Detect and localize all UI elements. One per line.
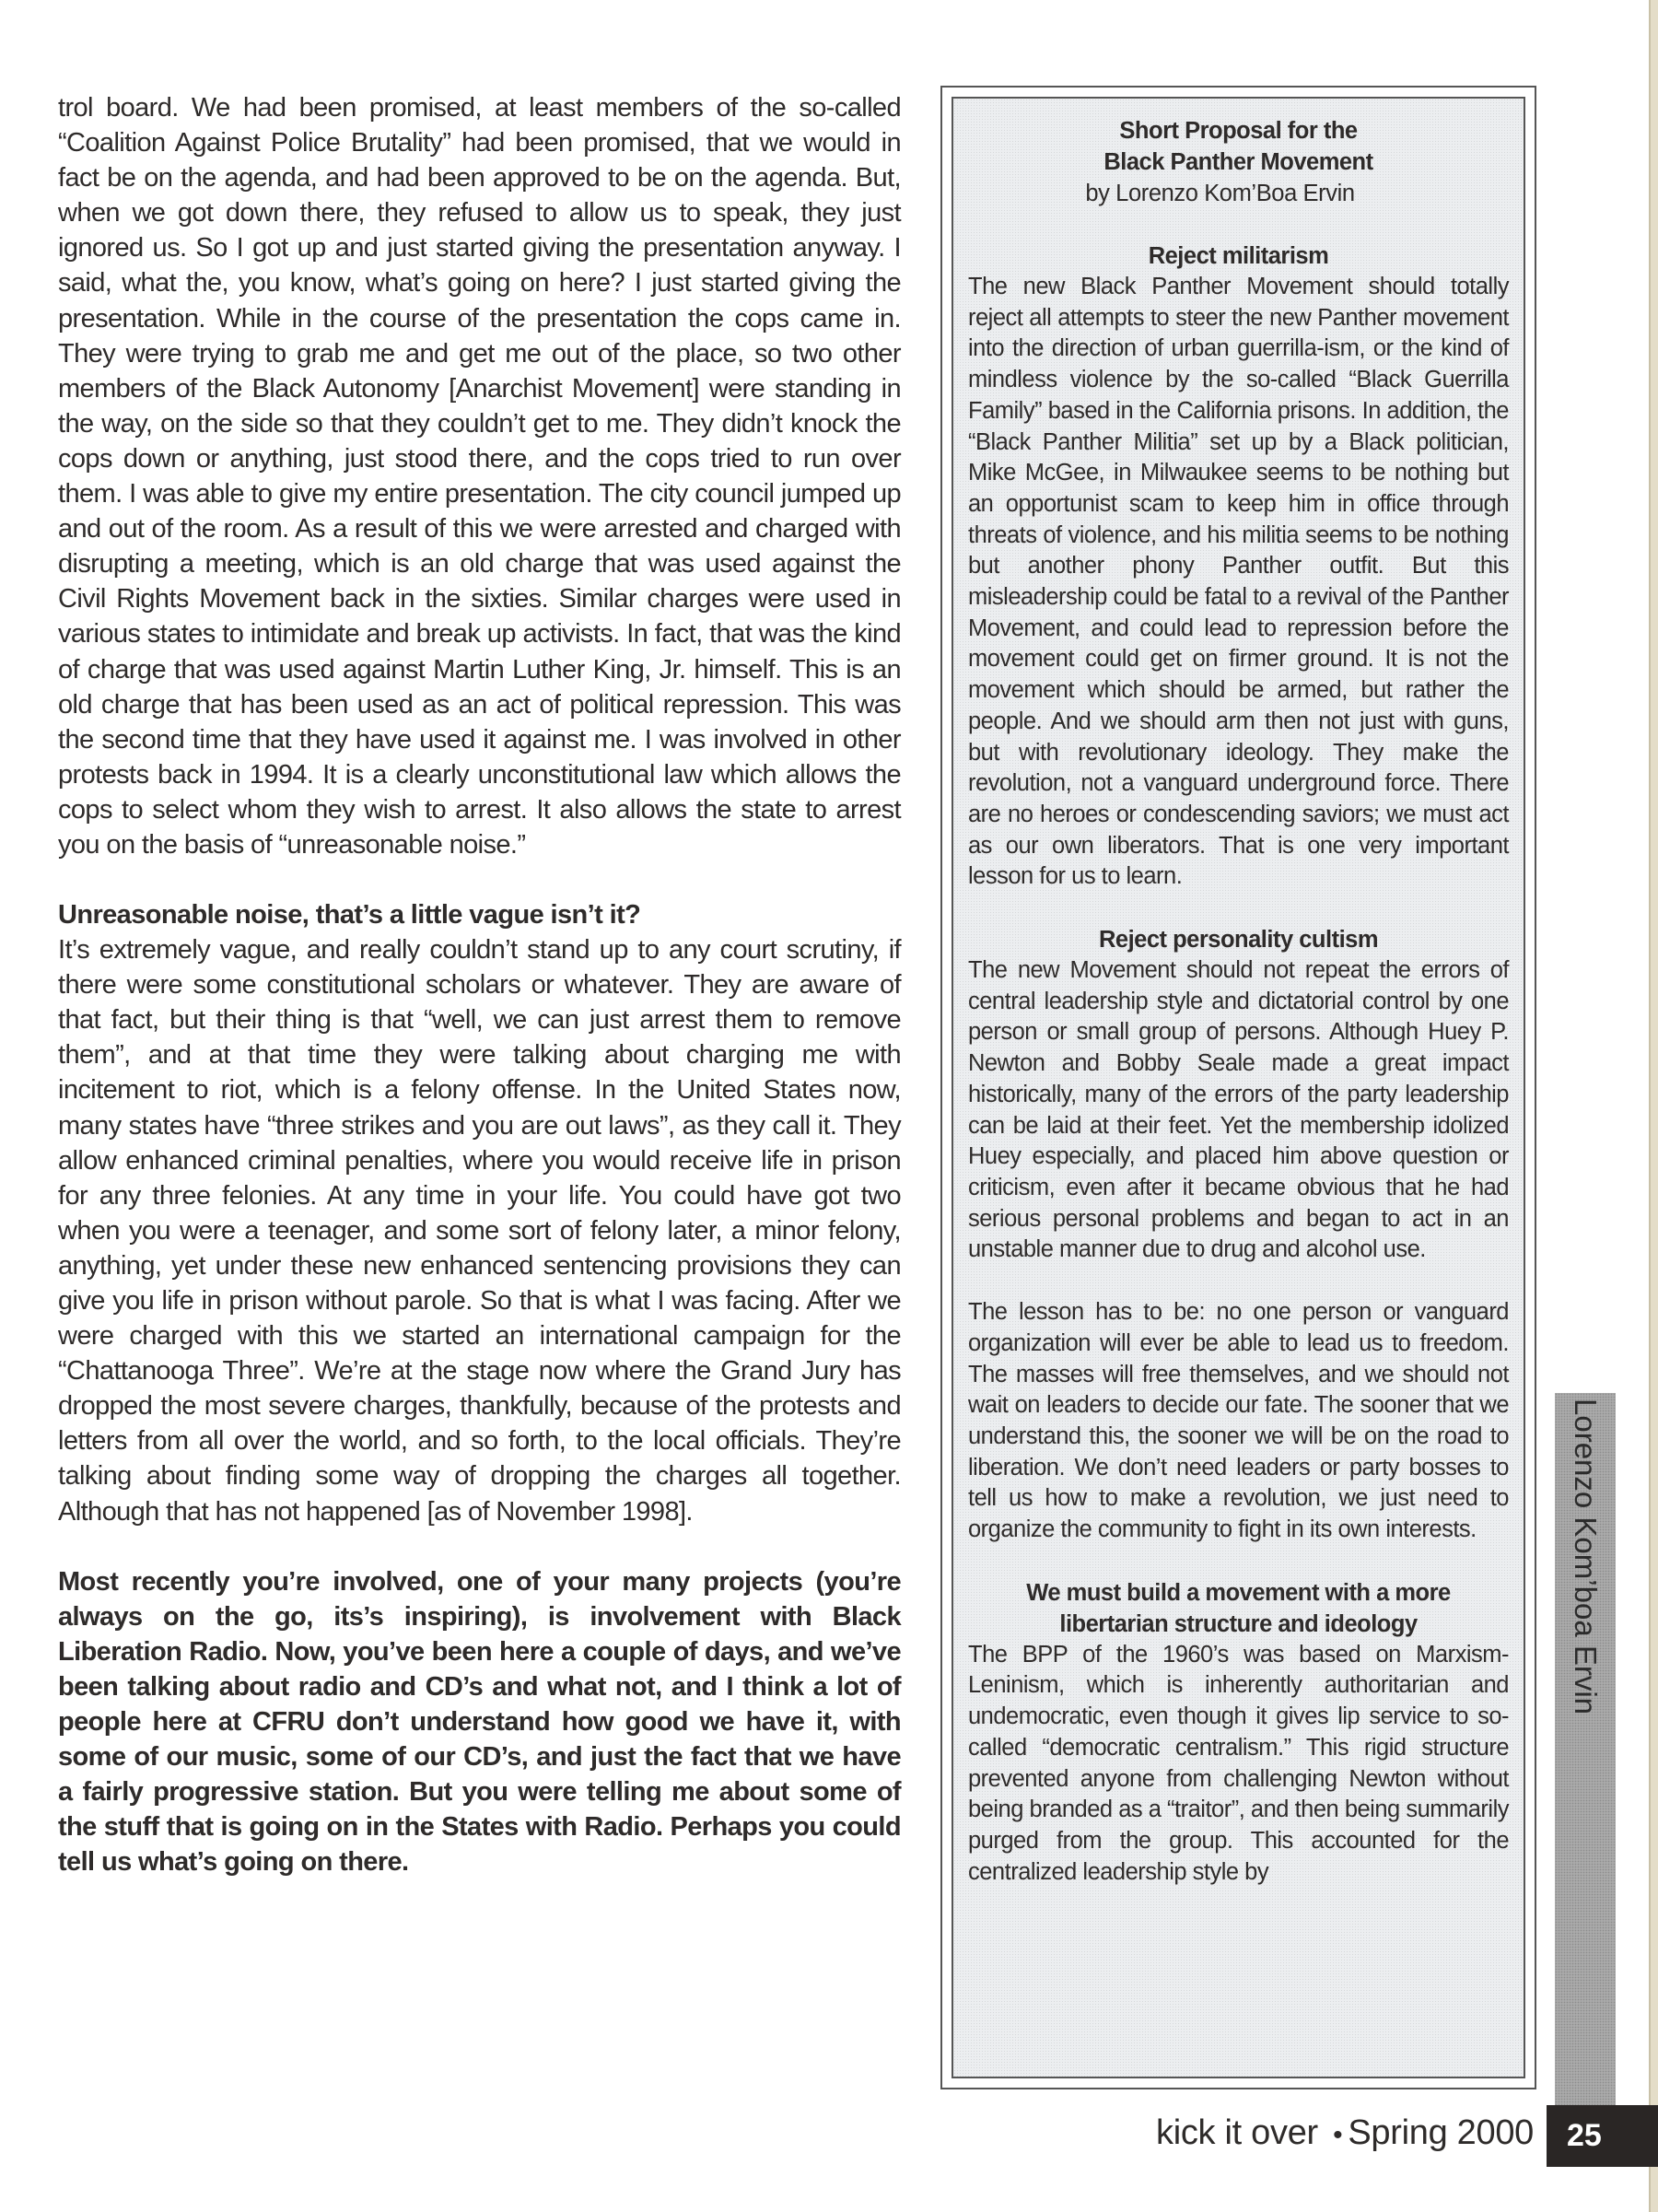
author-side-tab-label: Lorenzo Kom’boa Ervin: [1569, 1399, 1603, 1715]
section-paragraph: The new Movement should not repeat the errors of central leadership style and dictatorial control by one person or small group of persons. Although Huey P. Newton and Bobby Seale made a great impact historically, many of the errors of the party leadership can be laid at their feet. Yet the membership idolized Huey especially, and placed him above question or criticism, even after it became obvious that he had serious personal problems and began to act in an unstable manner due to drug and alcohol use.: [968, 957, 1509, 1263]
section-paragraph: The lesson has to be: no one person or vanguard organization will ever be able to lead us to freedom. The masses will free themselves, and we should not wait on leaders to decide our fate. The sooner that we understand this, the sooner we will be on the road to liberation. We don’t need leaders or party bosses to tell us how to make a revolution, we just need to organize the community to fight in its own interests.: [968, 1299, 1509, 1543]
interview-column: [58, 90, 901, 1880]
interview-question: Most recently you’re involved, one of your many projects (you’re always on the go, its’s inspiring), is involvement with Black Liberation Radio. Now, you’ve been here a couple of days, and we’ve been talking about radio and CD’s and what not, and I think a lot of people here at CFRU don’t understand how good we have it, with some of our music, some of our CD’s, and just the fact that we have a fairly progressive station. But you were telling me about some of the stuff that is going on in the States with Radio. Perhaps you could tell us what’s going on there.: [58, 1566, 901, 1878]
sidebar-box-content: [952, 97, 1525, 2078]
section-heading: We must build a movement with a more libertarian structure and ideology: [1026, 1579, 1451, 1637]
running-footer: [1156, 2110, 1534, 2159]
interview-question: Unreasonable noise, that’s a little vague isn’t it?: [58, 900, 641, 930]
sidebar-byline: by Lorenzo Kom’Boa Ervin: [1085, 181, 1355, 206]
bullet-separator-icon: •: [1333, 2120, 1343, 2150]
section-paragraph: The BPP of the 1960’s was based on Marxism-Leninism, which is inherently authoritarian and undemocratic, even though it gives lip service to so-called “democratic centralism.” This rigid structure prevented anyone from challenging Newton without being branded as a “traitor”, and then being summarily purged from the group. This accounted for the centralized leadership style by: [968, 1641, 1509, 1885]
section-paragraph: The new Black Panther Movement should totally reject all attempts to steer the new Panther movement into the direction of urban guerrilla-ism, or the kind of mindless violence by the so-called “Black Guerrilla Family” based in the California prisons. In addition, the “Black Panther Militia” set up by a Black politician, Mike McGee, in Milwaukee seems to be nothing but an opportunist scam to keep him in office through threats of violence, and his militia seems to be nothing but another phony Panther outfit. But this misleadership could be fatal to a revival of the Panther Movement, and could lead to repression before the movement could get on firmer ground. It is not the movement which should be armed, but rather the people. And we should arm then not just with guns, but with revolutionary ideology. They make the revolution, not a vanguard underground force. There are no heroes or condescending saviors; we must act as our own liberators. That is one very important lesson for us to learn.: [968, 274, 1509, 890]
publication-name: kick it over: [1156, 2113, 1318, 2152]
section-heading: Reject personality cultism: [1098, 927, 1379, 954]
sidebar-box: [940, 86, 1536, 2089]
answer-paragraph: trol board. We had been promised, at least members of the so-called “Coalition Against Police Brutality” had been promised, that we would in fact be on the agenda, and had been approved to be on the agenda. But, when we got down there, they refused to allow us to speak, they just ignored us. So I got up and just started giving the presentation anyway. I said, what the, you know, what’s going on here? I just started giving the presentation. While in the course of the presentation the cops came in. They were trying to grab me and get me out of the place, so two other members of the Black Autonomy [Anarchist Movement] were standing in the way, on the side so that they couldn’t get to me. They didn’t knock the cops down or anything, just stood there, and the cops tried to run over them. I was able to give my entire presentation. The city council jumped up and out of the room. As a result of this we were arrested and charged with disrupting a meeting, which is an old charge that was used against the Civil Rights Movement back in the sixties. Similar charges were used in various states to intimidate and break up activists. In fact, that was the kind of charge that was used against Martin Luther King, Jr. himself. This is an old charge that has been used as an act of political repression. This was the second time that they have used it against me. I was involved in other protests back in 1994. It is a clearly unconstitutional law which allows the cops to select whom they wish to arrest. It also allows the state to arrest you on the basis of “unreasonable noise.”: [58, 93, 901, 860]
issue-label: Spring 2000: [1348, 2113, 1534, 2152]
sidebar-title: Black Panther Movement: [1103, 149, 1373, 175]
page-number: 25: [1547, 2105, 1658, 2167]
section-heading: Reject militarism: [1148, 243, 1329, 269]
answer-paragraph: It’s extremely vague, and really couldn’t stand up to any court scrutiny, if there were some constitutional scholars or whatever. They are aware of that fact, but their thing is that “well, we can just arrest them to remove them”, and at that time they were talking about charging me with incitement to riot, which is a felony offense. In the United States now, many states have “three strikes and you are out laws”, as they call it. They allow enhanced criminal penalties, where you would receive life in prison for any three felonies. At any time in your life. You could have got two when you were a teenager, and some sort of felony later, a minor felony, anything, yet under these new enhanced sentencing provisions they can give you life in prison without parole. So that is what I was facing. After we were charged with this we started an international campaign for the “Chattanooga Three”. We’re at the stage now where the Grand Jury has dropped the most severe charges, thankfully, because of the protests and letters from all over the world, and so forth, to the local officials. They’re talking about finding some way of dropping the charges all together. Although that has not happened [as of November 1998].: [58, 935, 901, 1527]
page-edge: [1649, 0, 1658, 2212]
sidebar-title: Short Proposal for the: [1119, 118, 1358, 144]
